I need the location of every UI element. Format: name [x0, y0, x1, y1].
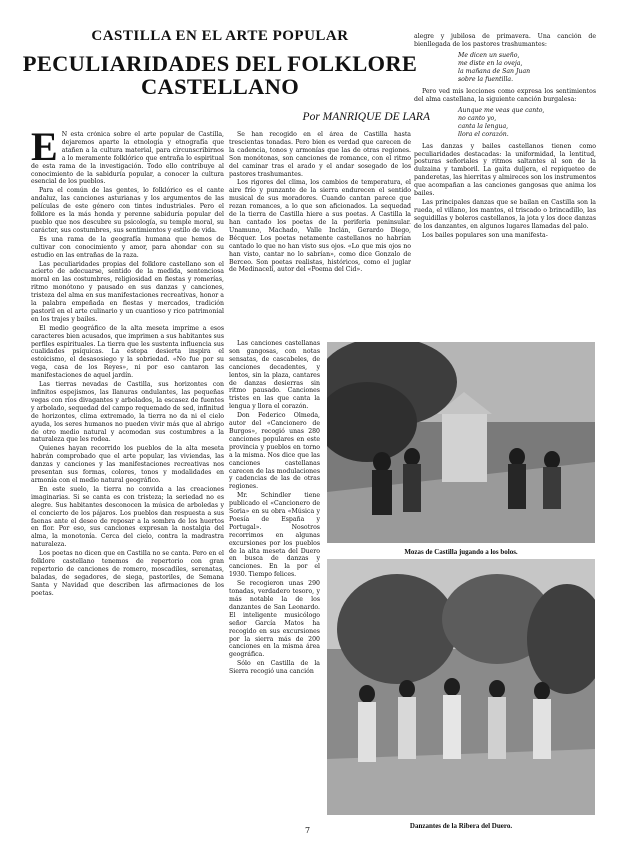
paragraph: En este suelo, la tierra no convida a las creaciones imaginarias. Si se canta es con tristeza; la seriedad no es alegre. Sus habitantes desconocen la música de arboledas y el concierto de los pájaros. Los pueblos dan respuesta a sus faenas ante el deseo de reposar a la sombra de los huertos en flor. Por eso, sus canciones expresan la nostalgia del alma, la monotonía. Cerca del cielo, contra la madrastra naturaleza. [31, 485, 224, 549]
paragraph: Pero ved mis lecciones como expresa los sentimientos del alma castellana, la siguiente canción burgalesa: [414, 87, 596, 103]
column-1 [31, 131, 224, 831]
title-line-2: CASTELLANO [140, 74, 300, 99]
poem-line: sobre la fuentilla. [458, 75, 514, 83]
photo-dancers-duero [327, 559, 595, 815]
column-3-top [414, 33, 596, 341]
photo-women-playing-bolos [327, 342, 595, 543]
paragraph: alegre y jubilosa de primavera. Una canción de bienllegada de los pastores trashumantes: [414, 33, 596, 48]
paragraph: Los rigores del clima, los cambios de temperatura, el aire frío y punzante de la sierra endurecen el sentido musical de sus moradores. Cuando cantan parece que rezan romances, a lo que son aficionados. La sequedad de la tierra de Castilla hiere a sus poetas. A Castilla la han cantado los poetas de la periferia peninsular. Unamuno, Machado, Valle Inclán, Gerardo Diego, Bécquer. Los poetas netamente castellanos no habrían cantado lo que no han visto sus ojos. «Lo que mis ojos no han visto, cantar no lo sabrían», como dice Gonzalo de Berceo. Son poetas realistas, históricos, como el juglar de Medinaceli, autor del «Poema del Cid». [229, 179, 411, 274]
poem-line: Me dicen un sueño, [458, 51, 520, 59]
paragraph: Mr. Schindler tiene publicado el «Cancionero de Soria» en su obra «Música y Poesía de España y Portugal». Nosotros recorrimos en algunas excursiones por los pueblos de la alta meseta del Duero en busca de danzas y canciones. En la por el 1930. Tiempo felices. [229, 492, 320, 579]
paragraph: Don Federico Olmeda, autor del «Cancionero de Burgos», recogió unas 280 canciones populares en este provincia y pueblos en torno a la misma. Nos dice que las canciones castellanas carecen de las modulaciones y cadencias de las de otras regiones. [229, 412, 320, 491]
paragraph: Los bailes populares son una manifesta- [422, 231, 548, 239]
column-2-narrow [229, 340, 320, 820]
poem-line: no canto yo, [458, 114, 497, 122]
paragraph: Las peculiaridades propias del folklore castellano son el acierto de adecuarse, sentido de la medida, sentenciosa moral en las costumbres, religiosidad en fiestas y romerías, ritmo monótono y pausado en sus danzas y canciones, tristeza del alma en sus manifestaciones recreativas, honor a la palabra empeñada en fiestas y mercados, tradición pastoril en el arte culinario y un cuantioso y rico patrimonial en los trajes y bailes. [31, 260, 224, 323]
paragraph: Las danzas y bailes castellanos tienen como peculiaridades destacadas: la uniformidad, la lentitud, posturas señoriales y ritmos saltantes al son de la dulzaina y tamboril. La gaita duljera, el repiqueteo de panderetas, las hierritas y almireces son los instrumentos que acompañan a las canciones gangosas que anima los bailes. [414, 142, 596, 198]
poem-line: la mañana de San Juan [458, 67, 531, 75]
drop-cap: E [31, 131, 58, 169]
paragraph: Quienes hayan recorrido los pueblos de la alta meseta habrán comprobado que el arte popular, las viviendas, las danzas y canciones y las manifestaciones recreativas nos presentan sus formas, colores, tonos y modalidades en armonía con el medio natural geográfico. [31, 445, 224, 484]
paragraph: Se han recogido en el área de Castilla hasta trescientas tonadas. Pero bien es verdad que carecen de la cadencia, tonos y armonías que las de otras regiones. Son monótonas, son canciones de romance, con el ritmo del caminar tras el arado y el andar sosegado de los pastores trashumantes. [229, 131, 411, 178]
photo-2-illustration [327, 559, 595, 815]
paragraph: Las tierras nevadas de Castilla, sus horizontes con infinitos espejismos, las llanuras ondulantes, las pequeñas vegas con ríos divagantes y arbolados, la escasez de fuentes y arbolado, sequedad del campo requemado de sed, infinitud de horizontes, clima extremado, la tierra no da ni el cielo ayuda, los seres humanos no pueden vivir más que al abrigo de otro medio natural y acomodan sus costumbres a la naturaleza que les rodea. [31, 381, 224, 444]
paragraph: Las canciones castellanas son gangosas, con notas sensatas, de cascabeles, de canciones decadentes, y lentos, sin la plaza, cantares de danzas desierras sin ritmo pausado. Canciones tristes en las que canta la lengua y llora el corazón. [229, 340, 320, 411]
photo-1-caption: Mozas de Castilla jugando a los bolos. [404, 548, 518, 556]
title-line-1: PECULIARIDADES DEL FOLKLORE [22, 51, 418, 76]
paragraph: Se recogieron unas 290 tonadas, verdadero tesoro, y más notable la de los danzantes de San Leonardo. El inteligente musicólogo señor García Matos ha recogido en sus excursiones por la sierra más de 200 canciones en la misma área geográfica. [229, 580, 320, 659]
poem-line: canta la lengua, [458, 122, 509, 130]
paragraph: Es una rama de la geografía humana que hemos de cultivar con conocimiento y amor, para ahondar con su estudio en las entrañas de la raza. [31, 235, 224, 259]
photo-1-illustration [327, 342, 595, 543]
paragraph: El medio geográfico de la alta meseta imprime a esos caracteres bien acusados, que imprimen a sus habitantes sus perfiles espirituales. La tierra que les sustenta influencia sus cualidades psíquicas. La estepa desierta inspira el estoicismo, el desasosiego y la sobriedad. «No fue por su vega, casa de los Reyes», ni por eso cantaron las manifestaciones de aquel jardín. [31, 324, 224, 380]
poem-line: me diste en la oveja, [458, 59, 523, 67]
paragraph: Para el común de las gentes, lo folklórico es el cante andaluz, las canciones asturianas y los argumentos de las películas de este género con tintes industriales. Pero el folklore es la más honda y perenne sabiduría popular del pueblo que nos descubre su psicología, su temple moral, su carácter, sus costumbres, sus sentimientos y estilo de vida. [31, 187, 224, 234]
paragraph: Las principales danzas que se bailan en Castilla son la rueda, el villano, los mantos, el triscado o brincadillo, las seguidillas y boleros castellanos, la jota y los doce danzas de los danzantes, en algunos lugares llamadas del palo. [414, 198, 596, 230]
poem-1 [458, 52, 596, 84]
paragraph: N esta crónica sobre el arte popular de Castilla, dejaremos aparte la etnología y etnografía que atañen a la cultura material, para circunscribirnos a lo meramente folklórico que entraña lo espiritual de esta rama de la investigación. Todo ello contribuye al conocimiento de la sabiduría popular, a conocer la cultura esencial de los pueblos. [31, 131, 224, 186]
poem-2 [458, 107, 596, 139]
poem-line: llora el corazón. [458, 130, 509, 138]
photo-2-caption: Danzantes de la Ribera del Duero. [409, 822, 513, 830]
page-number: 7 [305, 826, 311, 835]
column-2-top [229, 131, 411, 339]
poem-line: Aunque me veas que canto, [458, 106, 545, 114]
article-title [20, 52, 420, 98]
paragraph: Los poetas no dicen que en Castilla no se canta. Pero en el folklore castellano tenemos de repertorio con gran repertorio de canciones de romero, moscadiles, serenatas, baladas, de segadores, de siega, pastoriles, de Semana Santa y Navidad que describen las afirmaciones de los poetas. [31, 550, 224, 597]
section-kicker: CASTILLA EN EL ARTE POPULAR [91, 28, 349, 44]
byline: Por MANRIQUE DE LARA [302, 111, 430, 123]
paragraph: Sólo en Castilla de la Sierra recogió una canción [229, 660, 320, 676]
